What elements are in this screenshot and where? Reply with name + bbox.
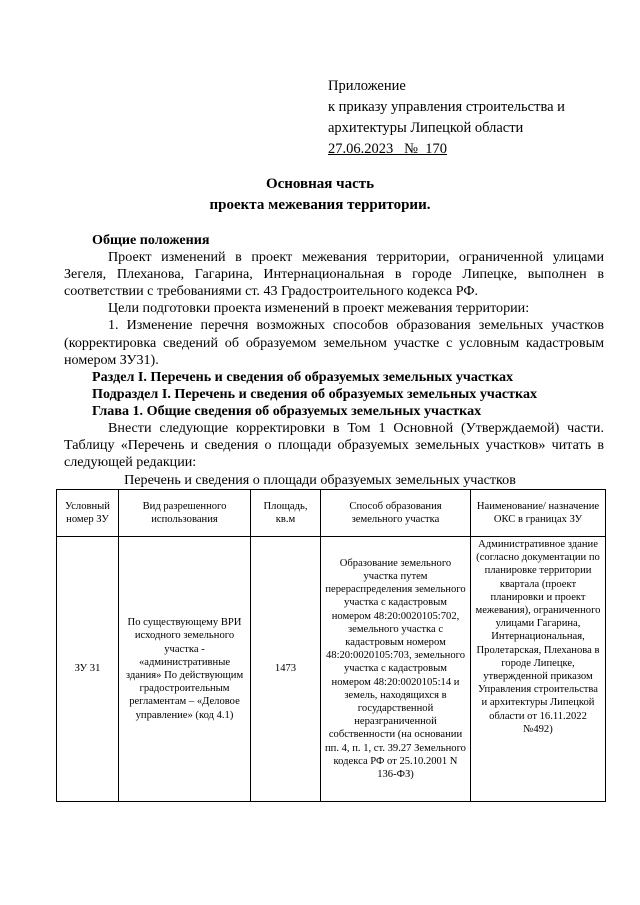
header-plot-number: Условный номер ЗУ [57, 490, 119, 537]
header-area: Площадь, кв.м [251, 490, 321, 537]
appendix-block [328, 76, 565, 160]
paragraph-goals: Цели подготовки проекта изменений в проект межевания территории: [108, 300, 530, 317]
appendix-date-number: 27.06.2023 № 170 [328, 141, 447, 157]
appendix-line-3: архитектуры Липецкой области [328, 120, 524, 136]
subsection-heading: Подраздел I. Перечень и сведения об образуемых земельных участках [92, 385, 538, 402]
header-permitted-use: Вид разрешенного использования [119, 490, 251, 537]
appendix-line-2: к приказу управления строительства и [328, 99, 565, 115]
table-caption: Перечень и сведения о площади образуемых земельных участков [124, 472, 516, 488]
table-row [57, 537, 606, 802]
cell-plot-number: ЗУ 31 [57, 537, 119, 802]
appendix-line-1: Приложение [328, 78, 406, 94]
paragraph-intro: Проект изменений в проект межевания территории, ограниченной улицами Зегеля, Плеханова, Гагарина, Интернациональная в городе Липецке, выполнен в соответствии с требованиями ст. 43 Градостроительного кодекса РФ. [64, 249, 604, 300]
header-formation-method: Способ образования земельного участка [321, 490, 471, 537]
cell-formation-method: Образование земельного участка путем перераспределения земельного участка с кадастровым номером 48:20:0020105:702, земельного участка с кадастровым номером 48:20:0020105:703, земельного участка с кадастровым номером 48:20:0020105:14 и земель, находящихся в государственной неразграниченной собственности (на основании пп. 4, п. 1, ст. 39.27 Земельного кодекса РФ от 25.10.2001 N 136-ФЗ) [321, 537, 471, 802]
cell-area: 1473 [251, 537, 321, 802]
table-header-row [57, 490, 606, 537]
header-oks-name: Наименование/ назначение ОКС в границах ЗУ [471, 490, 606, 537]
cell-permitted-use: По существующему ВРИ исходного земельного участка - «административные здания» По действующим градостроительным регламентам – «Деловое управление» (код 4.1) [119, 537, 251, 802]
document-title-line-2: проекта межевания территории. [209, 197, 431, 213]
section-heading: Раздел I. Перечень и сведения об образуемых земельных участках [92, 368, 514, 385]
paragraph-corrections: Внести следующие корректировки в Том 1 Основной (Утверждаемой) части. Таблицу «Перечень и сведения о площади образуемых земельных участков» читать в следующей редакции: [64, 420, 604, 471]
chapter-heading: Глава 1. Общие сведения об образуемых земельных участках [92, 402, 482, 419]
document-title-line-1: Основная часть [265, 176, 375, 192]
document-body [64, 232, 604, 471]
paragraph-goal-item-1: 1. Изменение перечня возможных способов образования земельных участков (корректировка сведений об образуемом земельном участке с условным кадастровым номером ЗУ31). [64, 317, 604, 368]
land-plots-table [56, 489, 606, 802]
general-provisions-heading: Общие положения [92, 232, 210, 248]
cell-oks-name: Административное здание (согласно документации по планировке территории квартала (проект планировки и проект межевания), ограниченного улицами Гагарина, Интернациональная, Пролетарская, Плеханова в городе Липецке, утвержденной приказом Управления строительства и архитектуры Липецкой области от 16.11.2022 №492) [471, 537, 606, 802]
